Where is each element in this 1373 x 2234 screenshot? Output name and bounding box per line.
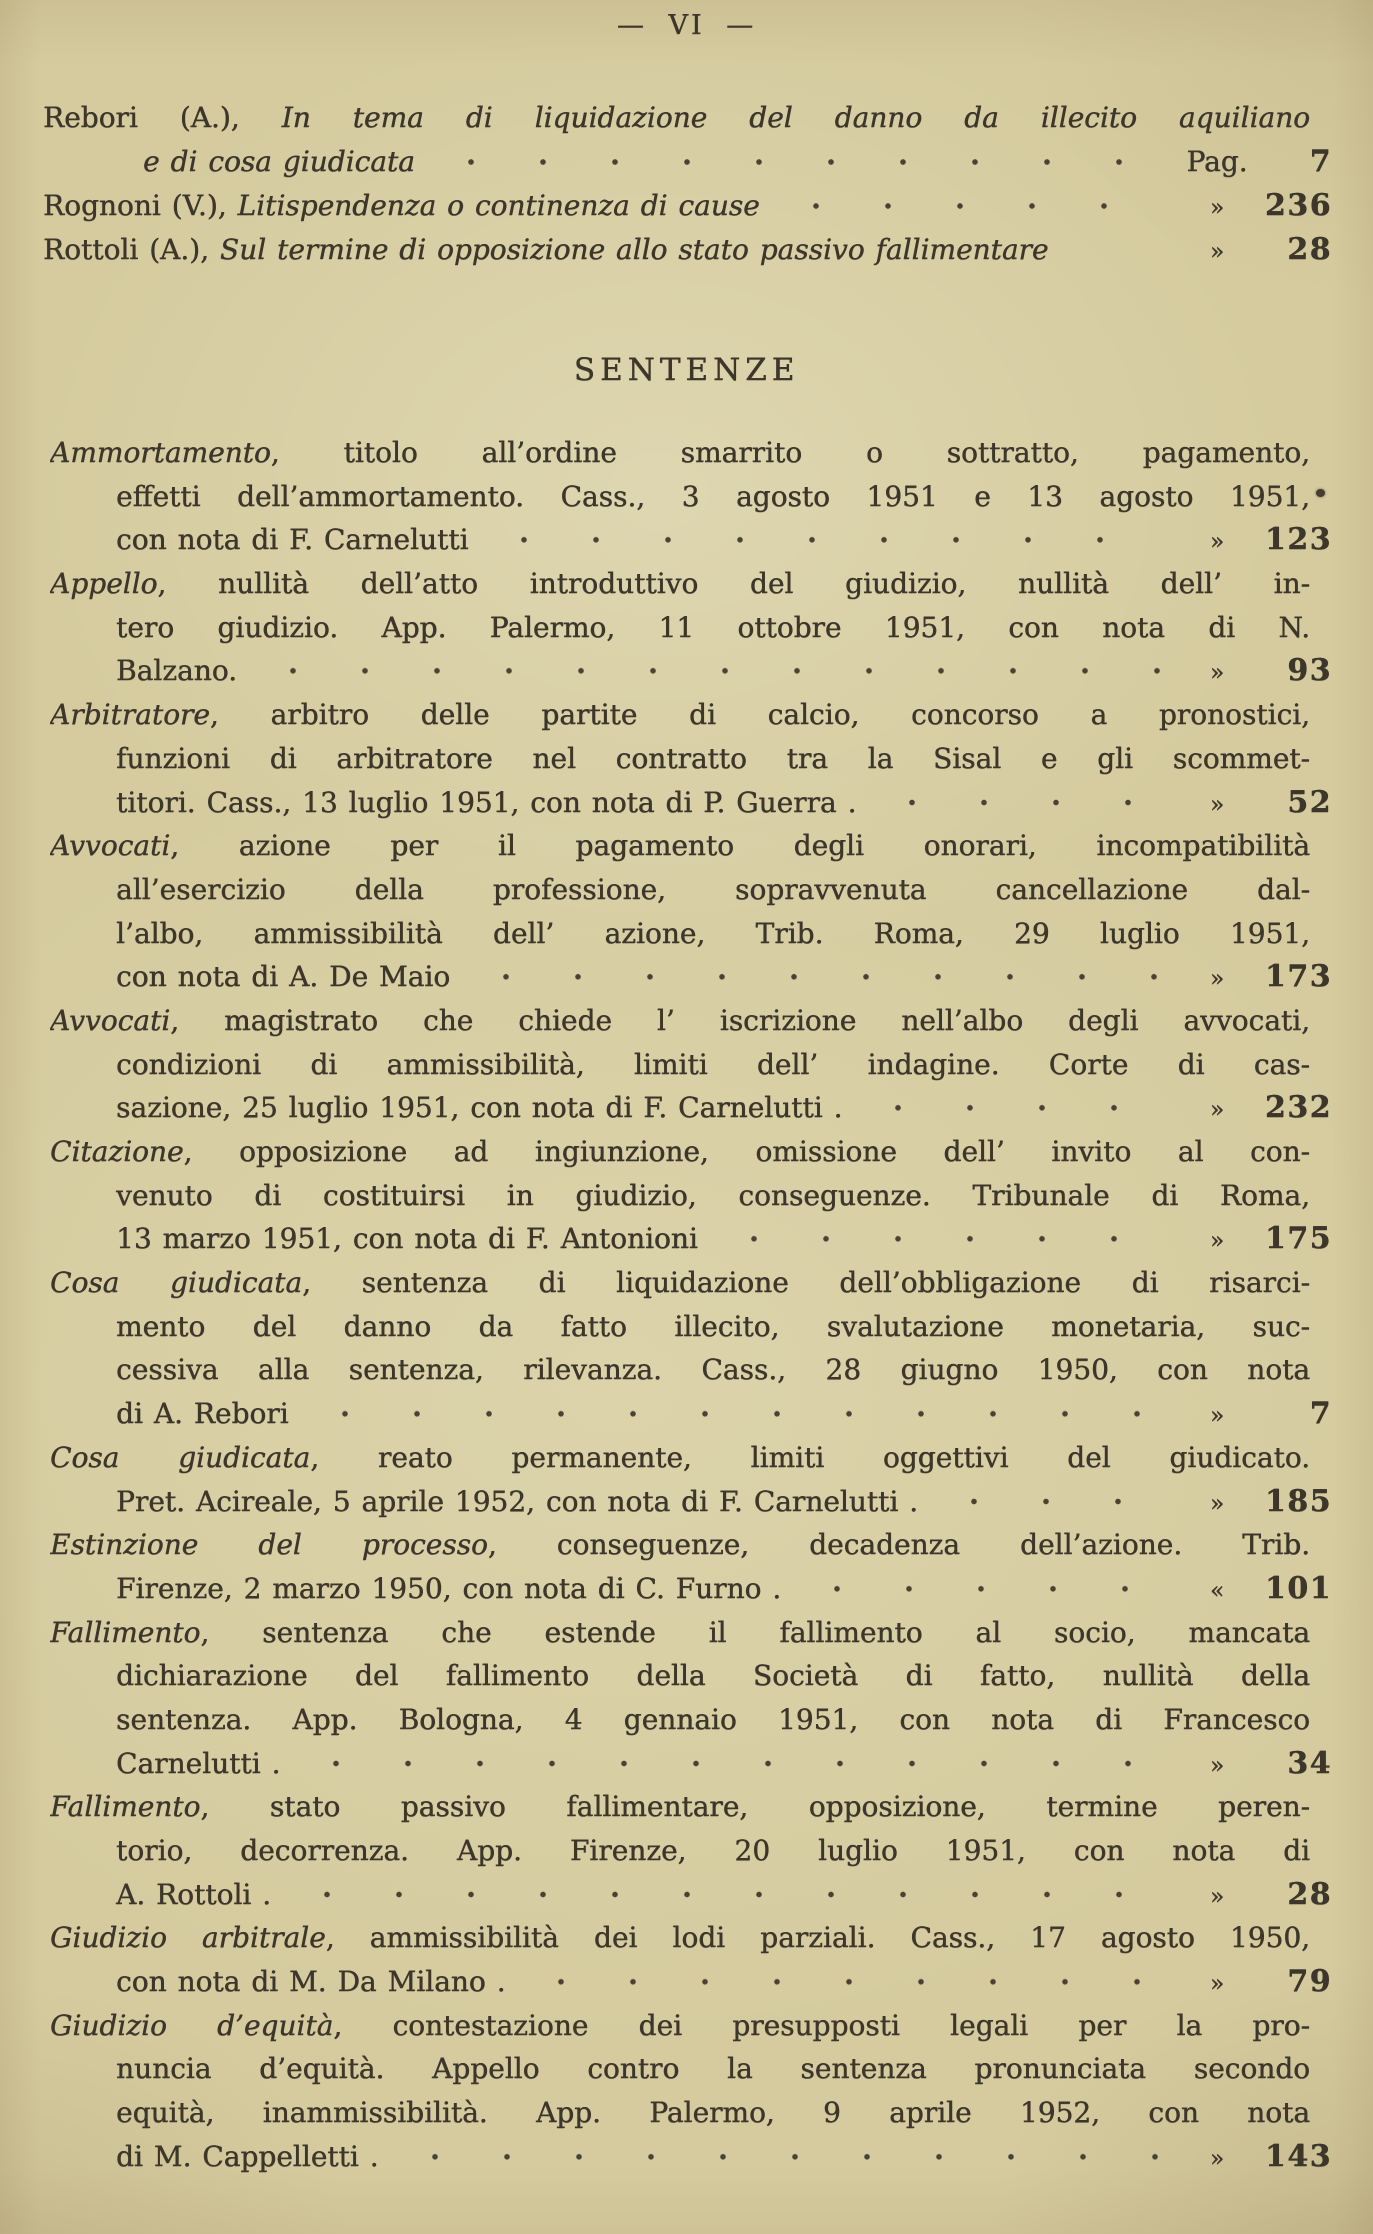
index-text: , sentenza che estende il fallimento al socio, mancata <box>200 1615 1310 1649</box>
index-line-text <box>50 829 1310 862</box>
index-line-text <box>116 2135 379 2179</box>
index-line-text <box>116 742 1310 775</box>
page-number: 34 <box>1287 1745 1332 1781</box>
index-line-text <box>116 1567 781 1611</box>
index-text: con nota di M. Da Milano . <box>116 1965 506 1999</box>
index-line-text <box>50 1135 1310 1168</box>
index-line-text <box>116 2096 1310 2129</box>
index-line-text <box>50 436 1310 469</box>
index-line <box>50 781 1332 825</box>
index-text: , contestazione dei presupposti legali per la pro- <box>333 2008 1310 2042</box>
page-ref-symbol: » <box>1209 1971 1225 1998</box>
index-text: , nullità dell’atto introduttivo del giudizio, nullità dell’ in- <box>157 567 1310 601</box>
index-line <box>50 737 1332 781</box>
index-text: tero giudizio. App. Palermo, 11 ottobre 1951, con nota di N. <box>116 610 1310 644</box>
index-line-text <box>116 873 1310 906</box>
index-text: , titolo all’ordine smarrito o sottratto, pagamento, <box>270 436 1310 469</box>
page-number: 93 <box>1287 653 1332 689</box>
index-line-text <box>50 1004 1310 1037</box>
dot-leader <box>300 1742 1166 1786</box>
page-number: 52 <box>1287 784 1332 820</box>
index-line-text <box>43 228 1048 272</box>
page-number: 7 <box>1309 1396 1332 1432</box>
index-line-text <box>116 1086 842 1130</box>
index-term-italic: Fallimento <box>50 1615 201 1649</box>
index-text: cessiva alla sentenza, rilevanza. Cass., 28 giugno 1950, con nota <box>116 1353 1310 1387</box>
index-line-text <box>116 611 1310 644</box>
page-ref-symbol: » <box>1209 1490 1225 1517</box>
index-line <box>50 1348 1332 1392</box>
index-text: di A. Rebori <box>116 1397 289 1431</box>
index-line <box>50 562 1332 606</box>
index-text: mento del danno da fatto illecito, svalutazione monetaria, suc- <box>116 1309 1310 1343</box>
index-line-text <box>43 101 1310 134</box>
index-line <box>50 693 1332 737</box>
dot-leader <box>399 2135 1166 2179</box>
section-title: SENTENZE <box>573 352 800 388</box>
index-line <box>50 431 1332 475</box>
index-line-text <box>116 1353 1310 1386</box>
author-index-entry <box>43 184 1332 228</box>
page-number: 175 <box>1264 1221 1332 1257</box>
index-line-text <box>50 698 1310 731</box>
index-line-text <box>50 1528 1310 1561</box>
index-line-text <box>50 1266 1310 1299</box>
index-line <box>50 475 1332 519</box>
index-line-text <box>116 1217 698 1261</box>
page-ref-symbol: » <box>1209 1228 1225 1255</box>
page-ref-symbol: » <box>1209 529 1225 556</box>
index-line <box>50 2047 1332 2091</box>
index-line-text <box>50 1790 1310 1823</box>
index-line <box>43 96 1332 140</box>
index-text: , stato passivo fallimentare, opposizione, termine peren- <box>200 1790 1310 1824</box>
index-line <box>50 999 1332 1043</box>
index-text: torio, decorrenza. App. Firenze, 20 luglio 1951, con nota di <box>116 1834 1310 1867</box>
index-text: , magistrato che chiede l’ iscrizione nell’albo degli avvocati, <box>170 1003 1310 1037</box>
index-text: Balzano. <box>116 654 237 688</box>
index-line-text <box>116 518 468 562</box>
index-line-text <box>116 1742 280 1786</box>
index-term-italic: Sul termine di opposizione allo stato passivo fallimentare <box>219 233 1049 266</box>
index-line <box>50 1829 1332 1873</box>
index-text: , conseguenze, decadenza dell’azione. Trib. <box>487 1528 1311 1562</box>
sentence-index-entry <box>50 999 1332 1130</box>
index-line <box>50 1392 1332 1436</box>
dot-leader <box>257 649 1166 693</box>
sentence-index-entry <box>50 1436 1332 1523</box>
index-text: condizioni di ammissibilità, limiti dell’ indagine. Corte di cas- <box>116 1047 1310 1081</box>
index-line-text <box>116 1960 505 2004</box>
index-text: sentenza. App. Bologna, 4 gennaio 1951, con nota di Francesco <box>116 1702 1310 1736</box>
index-text: Rottoli (A.), <box>43 233 220 266</box>
page-number: 79 <box>1287 1964 1332 2000</box>
index-line <box>43 184 1332 228</box>
index-text: , sentenza di liquidazione dell’obbligazione di risarci- <box>302 1266 1311 1300</box>
index-line <box>50 1698 1332 1742</box>
sentence-index-entry <box>50 1916 1332 2003</box>
index-line-text <box>116 1703 1310 1736</box>
dot-leader <box>938 1480 1166 1524</box>
index-line-text <box>116 1310 1310 1343</box>
dot-leader <box>718 1217 1166 1261</box>
page-ref-symbol: » <box>1209 791 1225 818</box>
index-line <box>50 1480 1332 1524</box>
index-line <box>50 1043 1332 1087</box>
index-text: , azione per il pagamento degli onorari, incompatibilità <box>170 829 1310 863</box>
index-text: di M. Cappelletti . <box>116 2139 379 2173</box>
page-number: 7 <box>1309 144 1332 179</box>
index-line-text <box>116 1834 1310 1867</box>
dot-leader <box>780 184 1166 228</box>
index-text: effetti dell’ammortamento. Cass., 3 agosto 1951 e 13 agosto 1951, <box>116 479 1310 513</box>
dot-leader <box>435 140 1166 184</box>
index-line <box>50 1567 1332 1611</box>
index-line <box>50 1611 1332 1655</box>
index-line-text <box>116 1659 1310 1692</box>
index-term-italic: e di cosa giudicata <box>143 145 415 178</box>
index-term-italic: Estinzione del processo <box>50 1528 488 1562</box>
index-line <box>50 606 1332 650</box>
dot-leader <box>801 1567 1166 1611</box>
sentence-index-entry <box>50 431 1332 562</box>
page-ref-symbol: » <box>1209 195 1225 221</box>
sentence-index-entry <box>50 1611 1332 1786</box>
page-ref-symbol: » <box>1209 239 1225 265</box>
page-ref-symbol: » <box>1209 2145 1225 2172</box>
index-line-text <box>116 955 450 999</box>
page-number: 232 <box>1264 1090 1332 1126</box>
index-line <box>50 1086 1332 1130</box>
index-line <box>50 1960 1332 2004</box>
dot-leader <box>876 781 1166 825</box>
page-ref-symbol: » <box>1209 1097 1225 1124</box>
sentence-index-entry <box>50 693 1332 824</box>
index-line-text <box>50 2009 1310 2042</box>
page-number: 28 <box>1287 1876 1332 1912</box>
index-text: , opposizione ad ingiunzione, omissione dell’ invito al con- <box>183 1135 1310 1168</box>
index-text: , ammissibilità dei lodi parziali. Cass., 17 agosto 1950, <box>325 1921 1311 1955</box>
index-line-text <box>116 1480 918 1524</box>
index-line-text <box>116 480 1310 513</box>
index-text: Rebori (A.), <box>43 101 282 134</box>
sentence-index-entry <box>50 824 1332 999</box>
sentence-index-entry <box>50 562 1332 693</box>
index-line <box>50 868 1332 912</box>
author-index-entry <box>43 228 1332 272</box>
index-text: all’esercizio della professione, sopravvenuta cancellazione dal- <box>116 872 1310 906</box>
index-term-italic: Citazione <box>50 1135 184 1168</box>
author-index-block <box>43 96 1332 272</box>
index-line-text <box>50 1441 1310 1474</box>
index-text: Rognoni (V.), <box>43 189 238 222</box>
page-number: 236 <box>1264 188 1332 223</box>
index-text: Firenze, 2 marzo 1950, con nota di C. Furno . <box>116 1571 782 1605</box>
index-line-text <box>116 1048 1310 1081</box>
index-text: equità, inammissibilità. App. Palermo, 9 aprile 1952, con nota <box>116 2096 1310 2130</box>
index-text: A. Rottoli . <box>116 1877 272 1911</box>
author-index-entry <box>43 96 1332 184</box>
sentence-index-block <box>50 431 1332 2179</box>
sentence-index-entry <box>50 1523 1332 1610</box>
index-text: con nota di F. Carnelutti <box>116 523 469 557</box>
page-ref-symbol: « <box>1209 1577 1225 1604</box>
index-term-italic: Avvocati <box>50 1003 171 1037</box>
index-line-text <box>116 649 237 693</box>
index-text: dichiarazione del fallimento della Società di fatto, nullità della <box>116 1659 1310 1693</box>
index-text: venuto di costituirsi in giudizio, conseguenze. Tribunale di Roma, <box>116 1178 1310 1212</box>
index-line <box>50 2091 1332 2135</box>
ink-spot-artifact <box>1316 489 1325 497</box>
index-line <box>50 2135 1332 2179</box>
index-line <box>50 2004 1332 2048</box>
index-term-italic: Litispendenza o continenza di cause <box>237 189 760 222</box>
index-text: 13 marzo 1951, con nota di F. Antonioni <box>116 1222 698 1256</box>
page-ref-symbol: » <box>1209 1883 1225 1910</box>
dot-leader <box>1068 228 1166 272</box>
index-line <box>50 1785 1332 1829</box>
index-line <box>50 1174 1332 1218</box>
dot-leader <box>291 1873 1166 1917</box>
index-line <box>50 518 1332 562</box>
index-term-italic: Ammortamento <box>50 436 271 469</box>
index-line-text <box>116 781 856 825</box>
page-number: 143 <box>1264 2138 1332 2174</box>
page-ref-symbol: » <box>1209 966 1225 993</box>
index-text: Carnelutti . <box>116 1746 281 1780</box>
index-term-italic: Appello <box>50 567 158 601</box>
dot-leader <box>309 1392 1166 1436</box>
dot-leader <box>488 518 1166 562</box>
index-term-italic: Arbitratore <box>50 698 210 732</box>
page-number: 185 <box>1264 1483 1332 1519</box>
index-line-text <box>50 1921 1310 1954</box>
index-line <box>50 1305 1332 1349</box>
sentence-index-entry <box>50 1261 1332 1436</box>
index-term-italic: Avvocati <box>50 829 171 863</box>
dot-leader <box>525 1960 1166 2004</box>
dot-leader <box>470 955 1166 999</box>
index-term-italic: Giudizio d’equità <box>50 2008 334 2042</box>
index-line <box>50 1916 1332 1960</box>
index-text: , reato permanente, limiti oggettivi del giudicato. <box>310 1440 1311 1474</box>
index-line-text <box>116 1873 271 1917</box>
index-text: nuncia d’equità. Appello contro la sentenza pronunciata secondo <box>116 2052 1310 2086</box>
index-line-text <box>50 567 1310 600</box>
index-line-text <box>116 1392 289 1436</box>
index-line <box>50 1654 1332 1698</box>
index-line-text <box>43 184 760 228</box>
index-term-italic: In tema di liquidazione del danno da illecito aquiliano <box>281 101 1310 134</box>
page-ref-symbol: » <box>1209 660 1225 687</box>
index-term-italic: Fallimento <box>50 1790 201 1824</box>
index-line <box>50 1523 1332 1567</box>
sentence-index-entry <box>50 2004 1332 2179</box>
sentence-index-entry <box>50 1785 1332 1916</box>
index-text: l’albo, ammissibilità dell’ azione, Trib. Roma, 29 luglio 1951, <box>116 916 1310 950</box>
page-ref-symbol: » <box>1209 1403 1225 1430</box>
index-line <box>50 1217 1332 1261</box>
page-number: 101 <box>1264 1570 1332 1606</box>
index-line <box>50 1873 1332 1917</box>
index-line-text <box>116 917 1310 950</box>
index-line-text <box>50 1616 1310 1649</box>
index-line <box>50 1261 1332 1305</box>
index-line <box>50 1742 1332 1786</box>
page-number: 28 <box>1287 232 1332 267</box>
page-ref-symbol: Pag. <box>1186 145 1248 178</box>
index-line <box>50 824 1332 868</box>
sentence-index-entry <box>50 1130 1332 1261</box>
index-text: funzioni di arbitratore nel contratto tra la Sisal e gli scommet- <box>116 741 1310 775</box>
index-text: con nota di A. De Maio <box>116 960 451 994</box>
page-number: 173 <box>1264 959 1332 995</box>
page-ref-symbol: » <box>1209 1752 1225 1779</box>
index-line-text <box>116 2052 1310 2085</box>
index-term-italic: Cosa giudicata <box>50 1440 311 1474</box>
index-text: sazione, 25 luglio 1951, con nota di F. Carnelutti . <box>116 1091 843 1125</box>
index-text: Pret. Acireale, 5 aprile 1952, con nota di F. Carnelutti . <box>116 1484 919 1518</box>
index-line <box>50 912 1332 956</box>
dot-leader <box>862 1086 1166 1130</box>
index-text: titori. Cass., 13 luglio 1951, con nota di P. Guerra . <box>116 785 857 819</box>
page-number-roman: — VI — <box>616 10 757 41</box>
index-line <box>50 649 1332 693</box>
index-term-italic: Cosa giudicata <box>50 1266 303 1300</box>
index-term-italic: Giudizio arbitrale <box>50 1921 326 1955</box>
index-line <box>50 955 1332 999</box>
index-line-text <box>116 1179 1310 1212</box>
index-line <box>50 1130 1332 1174</box>
index-line <box>43 228 1332 272</box>
index-line <box>50 1436 1332 1480</box>
page-number: 123 <box>1264 522 1332 558</box>
index-line-text <box>143 140 415 184</box>
index-line <box>43 140 1332 184</box>
index-text: , arbitro delle partite di calcio, concorso a pronostici, <box>209 698 1310 732</box>
